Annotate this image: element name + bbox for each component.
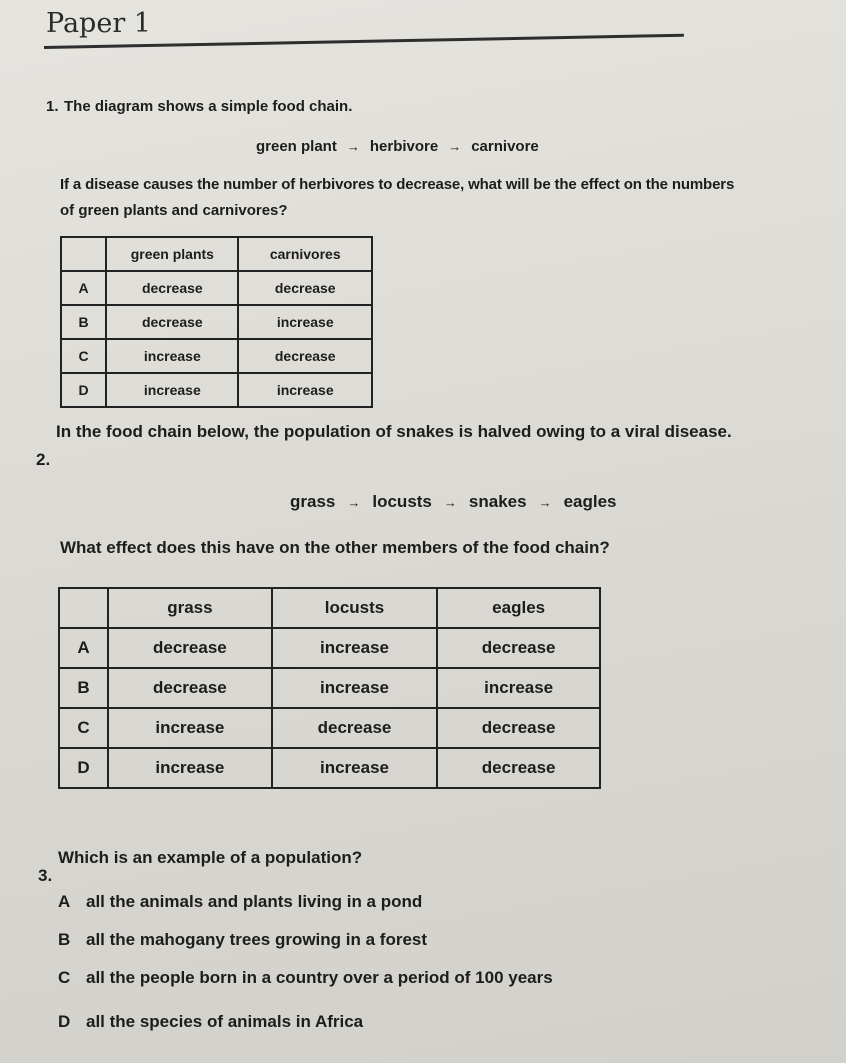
table-row (59, 668, 600, 708)
paper-title: Paper 1 (46, 8, 151, 39)
table-header-cell: locusts (272, 588, 438, 628)
chain-organism: herbivore (369, 138, 439, 155)
q1-number: 1. (46, 98, 59, 115)
table-row (59, 748, 600, 788)
q1-question-line2: of green plants and carnivores? (60, 202, 288, 219)
table-cell: decrease (106, 271, 238, 305)
option-letter: D (59, 748, 108, 788)
table-cell: decrease (437, 748, 600, 788)
table-header-cell: eagles (437, 588, 600, 628)
table-cell: increase (272, 748, 438, 788)
table-header-row (59, 588, 600, 628)
table-cell: increase (272, 668, 438, 708)
option-text: all the animals and plants living in a pond (86, 892, 423, 911)
option-letter: D (58, 1012, 71, 1031)
q3-option-a (58, 892, 422, 912)
table-header-cell: carnivores (238, 237, 372, 271)
chain-organism: locusts (372, 492, 432, 511)
option-letter: C (59, 708, 108, 748)
q3-option-b (58, 930, 427, 950)
table-cell: decrease (437, 628, 600, 668)
q3-option-c (58, 968, 553, 988)
table-cell: decrease (108, 628, 272, 668)
table-row (61, 271, 372, 305)
q2-food-chain (290, 492, 617, 512)
q1-food-chain (256, 138, 539, 155)
arrow-right-icon: → (347, 494, 361, 510)
q2-question: What effect does this have on the other members of the food chain? (60, 538, 610, 557)
arrow-right-icon: → (346, 139, 360, 154)
q3-stem: Which is an example of a population? (58, 848, 363, 867)
q1-question-line1: If a disease causes the number of herbivores to decrease, what will be the effect on the numbers (60, 176, 735, 193)
option-letter: C (61, 339, 106, 373)
table-row (59, 708, 600, 748)
table-cell: increase (108, 748, 272, 788)
q2-stem: In the food chain below, the population of snakes is halved owing to a viral disease. (56, 422, 732, 441)
table-cell: decrease (108, 668, 272, 708)
table-row (61, 305, 372, 339)
option-letter: C (58, 968, 71, 987)
q1-answer-table (60, 236, 373, 408)
table-cell: increase (106, 373, 238, 407)
chain-organism: snakes (468, 492, 527, 511)
table-row (59, 628, 600, 668)
table-cell: decrease (238, 339, 372, 373)
table-cell: increase (238, 373, 372, 407)
option-letter: A (58, 892, 71, 911)
arrow-right-icon: → (443, 494, 457, 510)
q2-number: 2. (36, 450, 51, 469)
option-letter: B (58, 930, 71, 949)
chain-organism: green plant (256, 138, 337, 155)
option-letter: D (61, 373, 106, 407)
table-cell: increase (108, 708, 272, 748)
table-cell: decrease (106, 305, 238, 339)
table-cell: increase (106, 339, 238, 373)
chain-organism: carnivore (471, 138, 539, 155)
table-cell: increase (437, 668, 600, 708)
table-cell: decrease (238, 271, 372, 305)
option-text: all the people born in a country over a period of 100 years (86, 968, 553, 987)
table-header-cell: grass (108, 588, 272, 628)
table-header-cell: green plants (106, 237, 238, 271)
chain-organism: eagles (563, 492, 617, 511)
option-letter: A (59, 628, 108, 668)
option-letter: B (61, 305, 106, 339)
table-row (61, 373, 372, 407)
option-text: all the mahogany trees growing in a forest (86, 930, 428, 949)
q3-number: 3. (38, 866, 53, 885)
q1-stem: The diagram shows a simple food chain. (64, 98, 353, 115)
table-row (61, 339, 372, 373)
option-letter: A (61, 271, 106, 305)
table-cell: increase (238, 305, 372, 339)
table-header-row (61, 237, 372, 271)
table-cell: increase (272, 628, 438, 668)
option-letter: B (59, 668, 108, 708)
option-text: all the species of animals in Africa (86, 1012, 364, 1031)
q3-option-d (58, 1012, 363, 1032)
arrow-right-icon: → (448, 139, 462, 154)
table-header-cell (61, 237, 106, 271)
arrow-right-icon: → (538, 494, 552, 510)
table-header-cell (59, 588, 108, 628)
q2-answer-table (58, 587, 601, 789)
chain-organism: grass (290, 492, 336, 511)
table-cell: decrease (437, 708, 600, 748)
table-cell: decrease (272, 708, 438, 748)
